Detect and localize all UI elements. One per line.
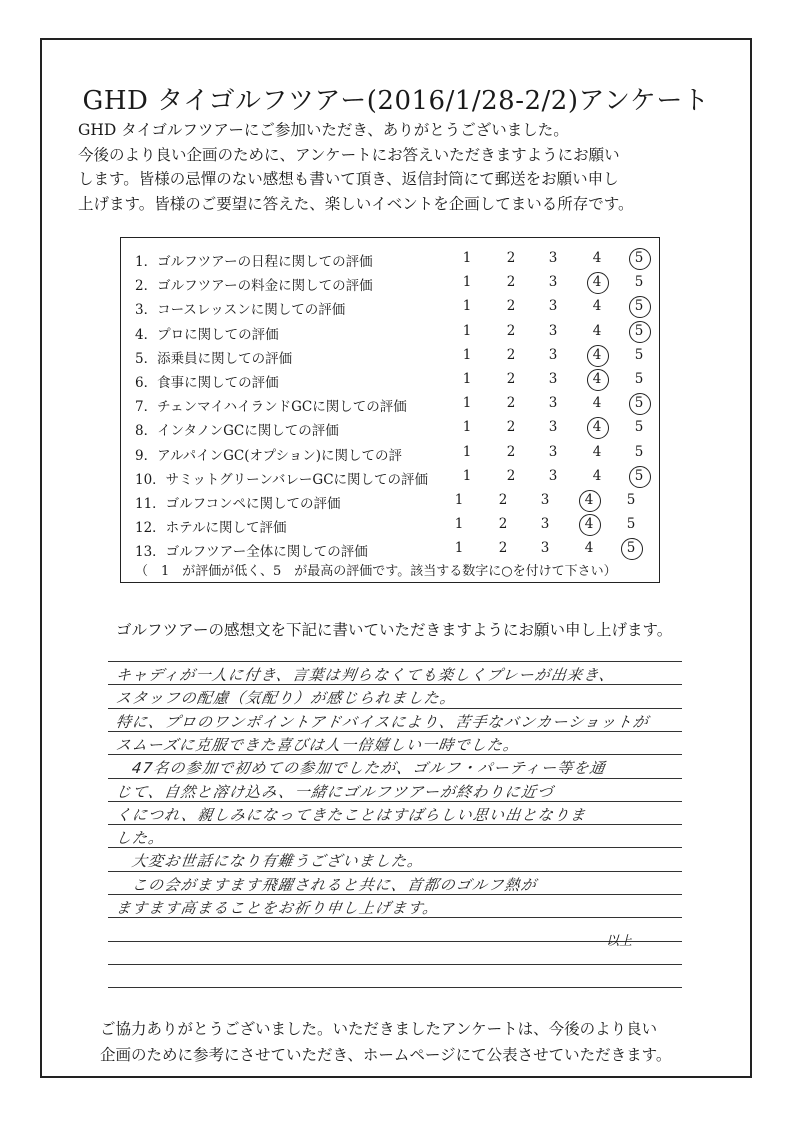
rating-option-4[interactable]: 4: [592, 467, 602, 484]
rating-option-5[interactable]: 5: [634, 371, 644, 387]
rating-option-4[interactable]: 4: [585, 274, 609, 290]
closing-line: ご協力ありがとうございました。いただきましたアンケートは、今後のより良い: [100, 1020, 658, 1038]
question-label: 3．コースレッスンに関しての評価: [135, 302, 346, 319]
handwritten-line: 大変お世話になり有難うございました。: [130, 852, 425, 871]
rating-row: [121, 417, 659, 441]
rating-row: [121, 490, 659, 514]
rating-option-1[interactable]: 1: [462, 419, 472, 436]
rating-row: [121, 442, 659, 466]
rating-option-1[interactable]: 1: [462, 346, 472, 363]
rating-row: [121, 272, 659, 296]
rating-option-3[interactable]: 3: [540, 492, 550, 508]
handwritten-line: くにつれ、親しみになってきたことはすばらしい思い出となりま: [114, 805, 588, 824]
handwritten-line: スムーズに克服できた喜びは人一倍嬉しい一時でした。: [114, 735, 521, 754]
rating-option-4[interactable]: 4: [584, 540, 594, 557]
rating-row: [121, 514, 659, 538]
rating-option-5[interactable]: 5: [626, 516, 636, 533]
rating-option-5[interactable]: 5: [634, 419, 644, 436]
rating-option-2[interactable]: 2: [506, 443, 516, 460]
intro-line: 今後のより良い企画のために、アンケートにお答えいただきますようにお願い: [78, 145, 620, 164]
question-label: 9．アルパインGC(オプション)に関しての評: [135, 447, 403, 464]
rating-option-4[interactable]: 4: [585, 347, 609, 363]
question-label: 6．食事に関しての評価: [135, 375, 279, 391]
rating-option-1[interactable]: 1: [462, 395, 472, 412]
intro-line: 上げます。皆様のご要望に答えた、楽しいイベントを企画してまいる所存です。: [78, 194, 634, 213]
rating-option-5[interactable]: 5: [627, 298, 651, 314]
rating-option-2[interactable]: 2: [506, 250, 516, 266]
rating-option-5[interactable]: 5: [634, 346, 644, 363]
rating-option-3[interactable]: 3: [548, 395, 558, 412]
closing-line: 企画のために参考にさせていただき、ホームページにて公表させていただきます。: [100, 1046, 672, 1064]
question-label: 4．プロに関しての評価: [135, 326, 279, 343]
rating-option-4[interactable]: 4: [592, 443, 602, 460]
rating-option-2[interactable]: 2: [506, 346, 516, 363]
rating-option-4[interactable]: 4: [577, 516, 601, 532]
handwritten-line: した。: [114, 829, 166, 848]
rating-note: （ 1 が評価が低く、5 が最高の評価です。該当する数字に○を付けて下さい）: [135, 564, 617, 579]
rating-row: [121, 466, 659, 490]
rating-option-4[interactable]: 4: [577, 492, 601, 508]
intro-line: GHD タイゴルフツアーにご参加いただき、ありがとうございました。: [78, 121, 569, 139]
rating-option-2[interactable]: 2: [506, 467, 516, 484]
rating-option-5[interactable]: 5: [619, 540, 643, 556]
rating-option-5[interactable]: 5: [626, 492, 636, 508]
rating-option-4[interactable]: 4: [592, 250, 602, 266]
closing-text: [100, 1016, 720, 1068]
question-label: 8．インタノンGCに関しての評価: [135, 423, 339, 440]
rating-option-2[interactable]: 2: [506, 419, 516, 436]
question-label: 1．ゴルフツアーの日程に関しての評価: [135, 254, 373, 270]
rating-row: [121, 296, 659, 320]
rating-option-2[interactable]: 2: [498, 492, 508, 508]
rating-option-1[interactable]: 1: [462, 467, 472, 484]
rating-row: [121, 345, 659, 369]
rating-option-5[interactable]: 5: [634, 274, 644, 291]
rating-option-3[interactable]: 3: [540, 516, 550, 533]
rating-option-5[interactable]: 5: [627, 323, 651, 339]
handwritten-line: ますます高まることをお祈り申し上げます。: [114, 899, 441, 917]
rating-row: [121, 321, 659, 345]
rating-option-3[interactable]: 3: [548, 250, 558, 266]
rating-option-5[interactable]: 5: [627, 395, 651, 411]
rating-option-2[interactable]: 2: [506, 322, 516, 339]
rating-option-1[interactable]: 1: [462, 443, 472, 460]
rating-option-1[interactable]: 1: [454, 492, 464, 508]
ruled-line: [108, 847, 682, 848]
rating-option-5[interactable]: 5: [634, 443, 644, 460]
survey-title: GHD タイゴルフツアー(2016/1/28-2/2)アンケート: [82, 86, 710, 116]
rating-option-3[interactable]: 3: [540, 540, 550, 557]
rating-option-1[interactable]: 1: [462, 371, 472, 387]
question-label: 13．ゴルフツアー全体に関しての評価: [135, 544, 368, 561]
question-label: 2．ゴルフツアーの料金に関しての評価: [135, 278, 373, 295]
question-label: 7．チェンマイハイランドGCに関しての評価: [135, 399, 407, 416]
rating-option-4[interactable]: 4: [592, 322, 602, 339]
ruled-line: [108, 964, 682, 965]
rating-option-3[interactable]: 3: [548, 443, 558, 460]
rating-option-5[interactable]: 5: [627, 468, 651, 484]
question-label: 12．ホテルに関して評価: [135, 520, 287, 537]
rating-option-3[interactable]: 3: [548, 322, 558, 339]
rating-option-4[interactable]: 4: [585, 371, 609, 387]
rating-option-3[interactable]: 3: [548, 274, 558, 291]
rating-option-2[interactable]: 2: [506, 274, 516, 291]
intro-line: します。皆様の忌憚のない感想も書いて頂き、返信封筒にて郵送をお願い申し: [78, 170, 619, 188]
rating-option-1[interactable]: 1: [454, 540, 464, 557]
rating-option-2[interactable]: 2: [498, 516, 508, 533]
rating-option-1[interactable]: 1: [462, 274, 472, 291]
rating-option-3[interactable]: 3: [548, 298, 558, 315]
ruled-line: [108, 987, 682, 988]
rating-option-4[interactable]: 4: [592, 395, 602, 412]
handwritten-line: 47名の参加で初めての参加でしたが、ゴルフ・パーティー等を通: [130, 759, 608, 778]
rating-option-1[interactable]: 1: [462, 298, 472, 315]
essay-label: ゴルフツアーの感想文を下記に書いていただきますようにお願い申し上げます。: [116, 621, 673, 639]
rating-row: [121, 393, 659, 417]
signature: 以上: [606, 934, 633, 949]
rating-option-3[interactable]: 3: [548, 467, 558, 484]
handwritten-line: キャディが一人に付き、言葉は判らなくても楽しくプレーが出来き、: [114, 666, 617, 684]
rating-row: [121, 248, 659, 272]
rating-option-2[interactable]: 2: [506, 371, 516, 387]
rating-option-3[interactable]: 3: [548, 346, 558, 363]
rating-option-1[interactable]: 1: [462, 250, 472, 266]
handwritten-line: 特に、プロのワンポイントアドバイスにより、苦手なバンカーショットが: [114, 712, 651, 731]
question-label: 5．添乗員に関しての評価: [135, 350, 293, 367]
rating-option-2[interactable]: 2: [506, 298, 516, 315]
rating-option-3[interactable]: 3: [548, 371, 558, 387]
rating-option-3[interactable]: 3: [548, 419, 558, 436]
rating-option-2[interactable]: 2: [498, 540, 508, 557]
rating-option-4[interactable]: 4: [592, 298, 602, 315]
rating-row: [121, 369, 659, 393]
ruled-line: [108, 941, 682, 942]
handwritten-line: じて、自然と溶け込み、一緒にゴルフツアーが終わりに近づ: [114, 782, 555, 801]
handwritten-line: この会がますます飛躍されると共に、首都のゴルフ熱が: [130, 875, 539, 894]
question-label: 11．ゴルフコンペに関しての評価: [135, 496, 341, 512]
rating-option-5[interactable]: 5: [627, 250, 651, 266]
rating-row: [121, 538, 659, 562]
rating-option-2[interactable]: 2: [506, 395, 516, 412]
rating-option-1[interactable]: 1: [462, 322, 472, 339]
handwritten-line: スタッフの配慮（気配り）が感じられました。: [114, 689, 458, 708]
rating-option-4[interactable]: 4: [585, 419, 609, 435]
rating-table: [120, 237, 660, 583]
ruled-line: [108, 661, 682, 662]
intro-text: [78, 118, 698, 216]
question-label: 10．サミットグリーンバレーGCに関しての評価: [135, 471, 429, 488]
rating-option-1[interactable]: 1: [454, 516, 464, 533]
